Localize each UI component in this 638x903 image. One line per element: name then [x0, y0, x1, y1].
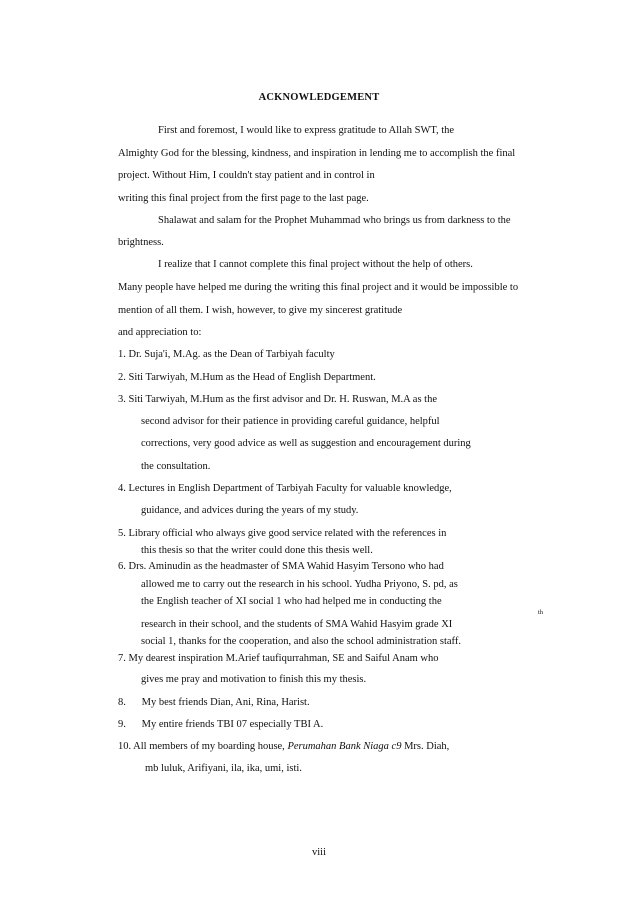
list-item: 4. Lectures in English Department of Tarbiyah Faculty for valuable knowledge,: [118, 483, 452, 494]
list-item: 5. Library official who always give good service related with the references in: [118, 528, 447, 539]
list-item: 7. My dearest inspiration M.Arief taufiqurrahman, SE and Saiful Anam who: [118, 653, 439, 664]
list-item-text: Mrs. Diah,: [401, 741, 450, 752]
paragraph-line: writing this final project from the first page to the last page.: [118, 193, 369, 204]
paragraph-line: and appreciation to:: [118, 327, 202, 338]
list-item-continuation: social 1, thanks for the cooperation, and also the school administration staff.: [141, 636, 461, 647]
paragraph-line: brightness.: [118, 237, 164, 248]
list-item-continuation: the consultation.: [141, 461, 211, 472]
list-item-text: 10. All members of my boarding house,: [118, 741, 288, 752]
list-item-continuation: guidance, and advices during the years of my study.: [141, 505, 359, 516]
list-item: 2. Siti Tarwiyah, M.Hum as the Head of English Department.: [118, 372, 376, 383]
list-item: 8. My best friends Dian, Ani, Rina, Harist.: [118, 697, 310, 708]
list-item-continuation: the English teacher of XI social 1 who had helped me in conducting the: [141, 596, 442, 607]
list-item-continuation: second advisor for their patience in providing careful guidance, helpful: [141, 416, 440, 427]
list-item-continuation: this thesis so that the writer could done this thesis well.: [141, 545, 373, 556]
superscript-mark: th: [538, 609, 544, 616]
paragraph-line: First and foremost, I would like to express gratitude to Allah SWT, the: [158, 125, 455, 136]
paragraph-line: Many people have helped me during the writing this final project and it would be impossible to: [118, 282, 519, 293]
page-title: ACKNOWLEDGEMENT: [258, 92, 380, 103]
list-item-continuation: corrections, very good advice as well as suggestion and encouragement during: [141, 438, 471, 449]
paragraph-line: project. Without Him, I couldn't stay patient and in control in: [118, 170, 375, 181]
list-item-continuation: gives me pray and motivation to finish this my thesis.: [141, 674, 367, 685]
list-item: [118, 740, 449, 754]
list-item: 3. Siti Tarwiyah, M.Hum as the first advisor and Dr. H. Ruswan, M.A as the: [118, 394, 437, 405]
paragraph-line: I realize that I cannot complete this final project without the help of others.: [158, 259, 473, 270]
list-item-continuation: research in their school, and the students of SMA Wahid Hasyim grade XI: [141, 619, 453, 630]
paragraph-line: mention of all them. I wish, however, to give my sincerest gratitude: [118, 305, 403, 316]
list-item-continuation: mb luluk, Arifiyani, ila, ika, umi, isti.: [145, 763, 302, 774]
list-item-continuation: allowed me to carry out the research in his school. Yudha Priyono, S. pd, as: [141, 579, 458, 590]
paragraph-line: Almighty God for the blessing, kindness, and inspiration in lending me to accomplish the final: [118, 148, 516, 159]
page-number: viii: [311, 847, 326, 858]
paragraph-line: Shalawat and salam for the Prophet Muhammad who brings us from darkness to the: [158, 215, 511, 226]
list-item: 9. My entire friends TBI 07 especially TBI A.: [118, 719, 324, 730]
list-item: 6. Drs. Aminudin as the headmaster of SMA Wahid Hasyim Tersono who had: [118, 561, 444, 572]
list-item-emphasis: Perumahan Bank Niaga c9: [287, 741, 402, 752]
list-item: 1. Dr. Suja'i, M.Ag. as the Dean of Tarbiyah faculty: [118, 349, 335, 360]
